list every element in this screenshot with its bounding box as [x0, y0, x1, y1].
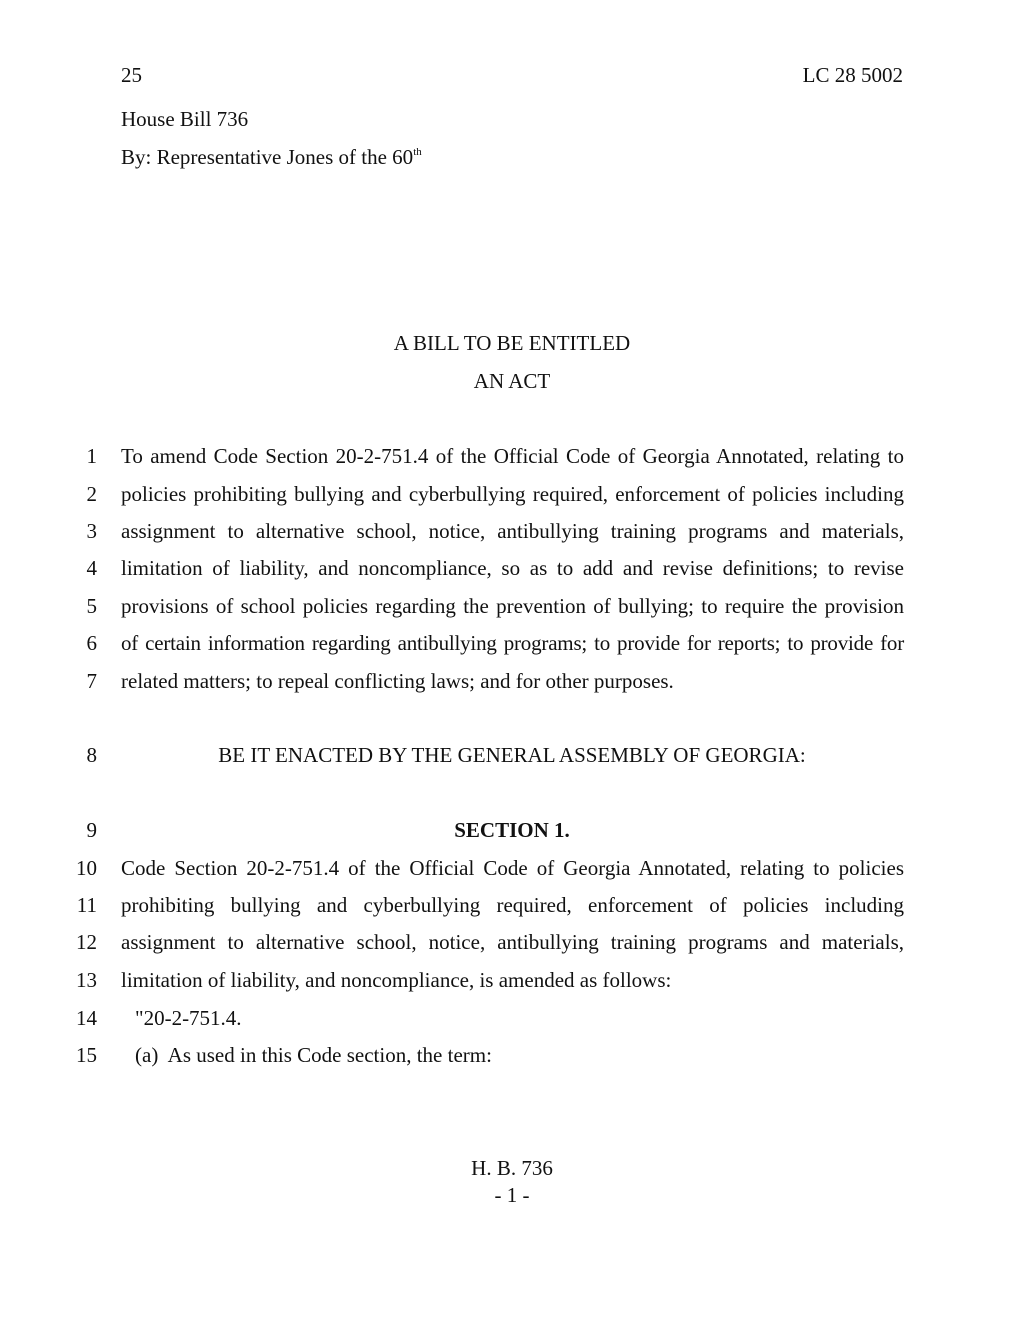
footer-bill-ref: H. B. 736: [471, 1156, 553, 1180]
line-number: 10: [76, 856, 97, 880]
line-text: To amend Code Section 20-2-751.4 of the Official Code of Georgia Annotated, relating to: [121, 444, 904, 468]
line-number: 7: [86, 669, 97, 693]
line-text: Code Section 20-2-751.4 of the Official Code of Georgia Annotated, relating to policies: [121, 856, 904, 880]
sponsor-text: By: Representative Jones of the 60: [121, 145, 414, 169]
enacting-clause: BE IT ENACTED BY THE GENERAL ASSEMBLY OF GEORGIA:: [218, 743, 806, 767]
line-number: 8: [86, 743, 97, 767]
line-number: 12: [76, 930, 97, 954]
line-text: provisions of school policies regarding the prevention of bullying; to require the provision: [121, 594, 904, 618]
line-number: 3: [86, 519, 97, 543]
line-text: of certain information regarding antibullying programs; to provide for reports; to provide for: [121, 631, 904, 655]
line-number: 15: [76, 1043, 97, 1067]
line-number: 11: [76, 893, 97, 917]
line-number: 14: [76, 1006, 97, 1030]
line-number: 13: [76, 968, 97, 992]
caption-subtitle: AN ACT: [473, 369, 551, 393]
sponsor-ordinal-suffix: th: [413, 146, 422, 158]
line-text: assignment to alternative school, notice, antibullying training programs and materials,: [121, 519, 904, 543]
bill-number: House Bill 736: [121, 107, 249, 131]
line-text: limitation of liability, and noncompliance, is amended as follows:: [121, 968, 672, 992]
line-text: policies prohibiting bullying and cyberbullying required, enforcement of policies including: [121, 482, 904, 506]
line-number: 6: [86, 631, 97, 655]
sponsor: [121, 147, 422, 168]
line-number: 9: [86, 818, 97, 842]
line-number: 1: [86, 444, 97, 468]
line-text: "20-2-751.4.: [135, 1006, 242, 1030]
lc-number: LC 28 5002: [802, 63, 903, 87]
section-heading: SECTION 1.: [454, 818, 570, 842]
line-number: 2: [86, 482, 97, 506]
line-text: prohibiting bullying and cyberbullying required, enforcement of policies including: [121, 893, 904, 917]
line-number: 5: [86, 594, 97, 618]
line-number: 4: [86, 556, 97, 580]
document-session-number: 25: [121, 63, 142, 87]
caption-title: A BILL TO BE ENTITLED: [393, 331, 631, 355]
line-text: (a) As used in this Code section, the term:: [135, 1043, 492, 1067]
line-text: assignment to alternative school, notice, antibullying training programs and materials,: [121, 930, 904, 954]
line-text: related matters; to repeal conflicting laws; and for other purposes.: [121, 669, 674, 693]
footer-page-number: - 1 -: [494, 1183, 530, 1207]
line-text: limitation of liability, and noncompliance, so as to add and revise definitions; to revise: [121, 556, 904, 580]
